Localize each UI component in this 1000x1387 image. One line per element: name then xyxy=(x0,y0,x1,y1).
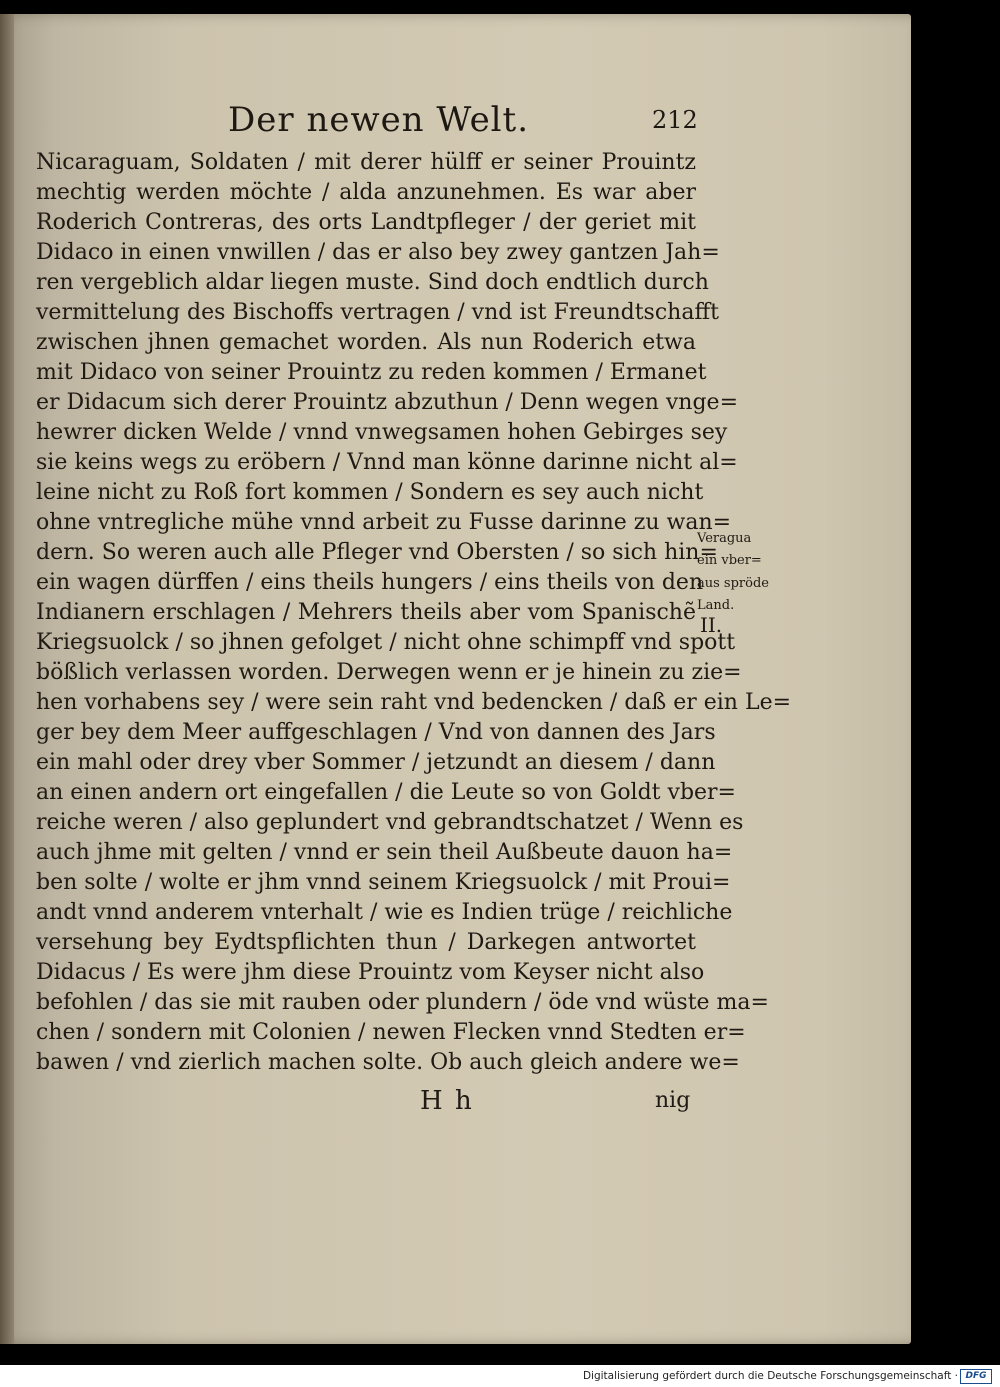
signature-mark: H h xyxy=(420,1086,474,1116)
text-line: zwischen jhnen gemachet worden. Als nun Roderich etwa xyxy=(36,330,696,355)
marginal-note-line: Land. xyxy=(697,598,735,613)
text-line: Didacus / Es were jhm diese Prouintz vom Keyser nicht also xyxy=(36,960,705,985)
text-line: befohlen / das sie mit rauben oder plundern / öde vnd wüste ma= xyxy=(36,990,769,1015)
funding-credit: Digitalisierung gefördert durch die Deutsche Forschungsgemeinschaft · xyxy=(582,1370,958,1382)
text-line: bawen / vnd zierlich machen solte. Ob auch gleich andere we= xyxy=(36,1050,740,1075)
text-line: mit Didaco von seiner Prouintz zu reden kommen / Ermanet xyxy=(36,360,707,385)
marginal-note-number: II. xyxy=(700,613,723,637)
marginal-note-line: ein vber= xyxy=(697,553,762,568)
text-line: versehung bey Eydtspflichten thun / Darkegen antwortet xyxy=(36,930,696,955)
text-line: Nicaraguam, Soldaten / mit derer hülff er seiner Prouintz xyxy=(36,150,696,175)
text-line: er Didacum sich derer Prouintz abzuthun / Denn wegen vnge= xyxy=(36,390,739,415)
text-line: andt vnnd anderem vnterhalt / wie es Indien trüge / reichliche xyxy=(36,900,733,925)
text-line: Didaco in einen vnwillen / das er also bey zwey gantzen Jah= xyxy=(36,240,720,265)
text-line: ohne vntregliche mühe vnnd arbeit zu Fusse darinne zu wan= xyxy=(36,510,732,535)
text-line: dern. So weren auch alle Pfleger vnd Obersten / so sich hin= xyxy=(36,540,718,565)
text-line: ger bey dem Meer auffgeschlagen / Vnd von dannen des Jars xyxy=(36,720,716,745)
digitization-footer xyxy=(0,1365,1000,1387)
text-line: ren vergeblich aldar liegen muste. Sind doch endtlich durch xyxy=(36,270,709,295)
running-title: Der newen Welt. xyxy=(228,100,530,140)
catchword: nig xyxy=(655,1088,691,1113)
text-line: an einen andern ort eingefallen / die Leute so von Goldt vber= xyxy=(36,780,736,805)
text-line: Indianern erschlagen / Mehrers theils aber vom Spanischẽ xyxy=(36,600,696,625)
text-line: auch jhme mit gelten / vnnd er sein theil Außbeute dauon ha= xyxy=(36,840,733,865)
page-number: 212 xyxy=(652,106,698,134)
text-line: bößlich verlassen worden. Derwegen wenn er je hinein zu zie= xyxy=(36,660,742,685)
text-line: Kriegsuolck / so jhnen gefolget / nicht ohne schimpff vnd spott xyxy=(36,630,736,655)
text-line: Roderich Contreras, des orts Landtpfleger / der geriet mit xyxy=(36,210,696,235)
marginal-note-line: Veragua xyxy=(697,531,752,546)
text-line: reiche weren / also geplundert vnd gebrandtschatzet / Wenn es xyxy=(36,810,744,835)
text-line: ben solte / wolte er jhm vnnd seinem Kriegsuolck / mit Proui= xyxy=(36,870,731,895)
text-line: hewrer dicken Welde / vnnd vnwegsamen hohen Gebirges sey xyxy=(36,420,728,445)
text-line: vermittelung des Bischoffs vertragen / vnd ist Freundtschafft xyxy=(36,300,719,325)
dfg-logo: DFG xyxy=(960,1369,992,1384)
text-line: mechtig werden möchte / alda anzunehmen. Es war aber xyxy=(36,180,696,205)
text-line: ein mahl oder drey vber Sommer / jetzundt an diesem / dann xyxy=(36,750,716,775)
text-line: ein wagen dürffen / eins theils hungers / eins theils von den xyxy=(36,570,704,595)
text-line: hen vorhabens sey / were sein raht vnd bedencken / daß er ein Le= xyxy=(36,690,792,715)
marginal-note-line: aus spröde xyxy=(697,576,769,591)
text-line: chen / sondern mit Colonien / newen Flecken vnnd Stedten er= xyxy=(36,1020,746,1045)
text-line: sie keins wegs zu eröbern / Vnnd man könne darinne nicht al= xyxy=(36,450,738,475)
text-line: leine nicht zu Roß fort kommen / Sondern es sey auch nicht xyxy=(36,480,704,505)
